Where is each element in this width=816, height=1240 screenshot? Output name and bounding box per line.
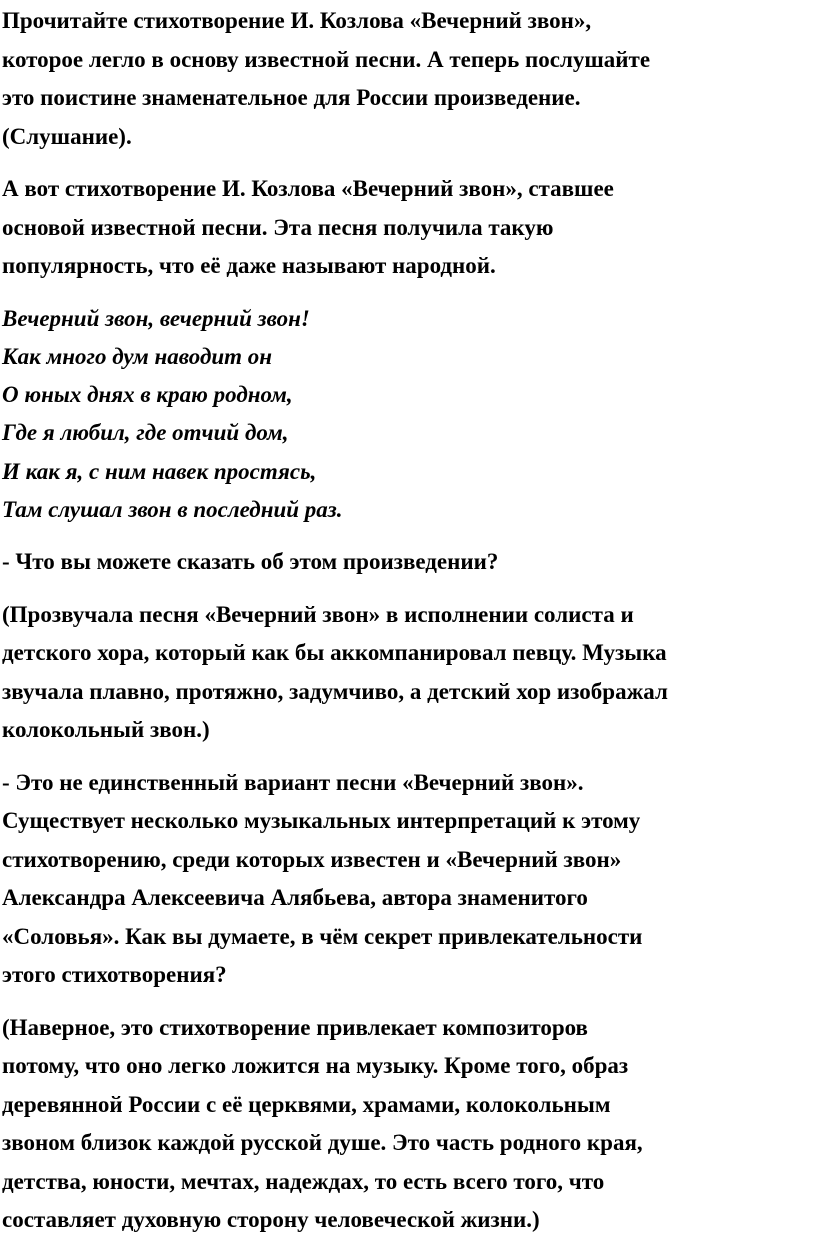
text-line: (Слушание). bbox=[2, 123, 132, 149]
text-line: стихотворению, среди которых известен и «Вечерний звон» bbox=[2, 846, 622, 872]
text-line: этого стихотворения? bbox=[2, 962, 227, 988]
text-line: детского хора, который как бы аккомпанировал певцу. Музыка bbox=[2, 640, 667, 666]
text-line: звоном близок каждой русской душе. Это часть родного края, bbox=[2, 1130, 643, 1156]
text-line: - Это не единственный вариант песни «Вечерний звон». bbox=[2, 769, 584, 795]
text-line: основой известной песни. Эта песня получила такую bbox=[2, 214, 554, 240]
text-line: которое легло в основу известной песни. А теперь послушайте bbox=[2, 46, 651, 72]
text-line: составляет духовную сторону человеческой жизни.) bbox=[2, 1207, 540, 1233]
text-line: (Прозвучала песня «Вечерний звон» в исполнении солиста и bbox=[2, 601, 634, 627]
text-line: потому, что оно легко ложится на музыку. Кроме того, образ bbox=[2, 1053, 629, 1079]
answer-paragraph bbox=[2, 1009, 816, 1240]
poem-line: Где я любил, где отчий дом, bbox=[2, 420, 289, 446]
poem-stanza bbox=[2, 300, 816, 530]
text-line: - Что вы можете сказать об этом произведении? bbox=[2, 549, 499, 575]
answer-paragraph bbox=[2, 596, 816, 750]
text-line: это поистине знаменательное для России произведение. bbox=[2, 85, 581, 110]
text-line: популярность, что её даже называют народной. bbox=[2, 253, 496, 278]
text-line: звучала плавно, протяжно, задумчиво, а детский хор изображал bbox=[2, 678, 668, 704]
text-line: Александра Алексеевича Алябьева, автора знаменитого bbox=[2, 885, 588, 911]
poem-line: Там слушал звон в последний раз. bbox=[2, 496, 343, 522]
poem-line: О юных днях в краю родном, bbox=[2, 382, 293, 408]
intro-paragraph bbox=[2, 2, 816, 156]
text-line: Существует несколько музыкальных интерпретаций к этому bbox=[2, 808, 641, 834]
poem-line: И как я, с ним навек простясь, bbox=[2, 458, 317, 484]
text-line: детства, юности, мечтах, надеждах, то есть всего того, что bbox=[2, 1168, 605, 1194]
poem-line: Вечерний звон, вечерний звон! bbox=[2, 305, 310, 331]
question-paragraph bbox=[2, 764, 816, 995]
text-line: колокольный звон.) bbox=[2, 717, 210, 743]
text-line: деревянной России с её церквями, храмами, колокольным bbox=[2, 1091, 611, 1117]
poem-line: Как много дум наводит он bbox=[2, 343, 273, 369]
text-line: А вот стихотворение И. Козлова «Вечерний звон», ставшее bbox=[2, 176, 614, 201]
text-line: «Соловья». Как вы думаете, в чём секрет привлекательности bbox=[2, 923, 643, 949]
question-paragraph bbox=[2, 543, 816, 582]
text-line: Прочитайте стихотворение И. Козлова «Вечерний звон», bbox=[2, 8, 592, 33]
text-line: (Наверное, это стихотворение привлекает композиторов bbox=[2, 1014, 588, 1040]
poem-intro-paragraph bbox=[2, 170, 816, 286]
